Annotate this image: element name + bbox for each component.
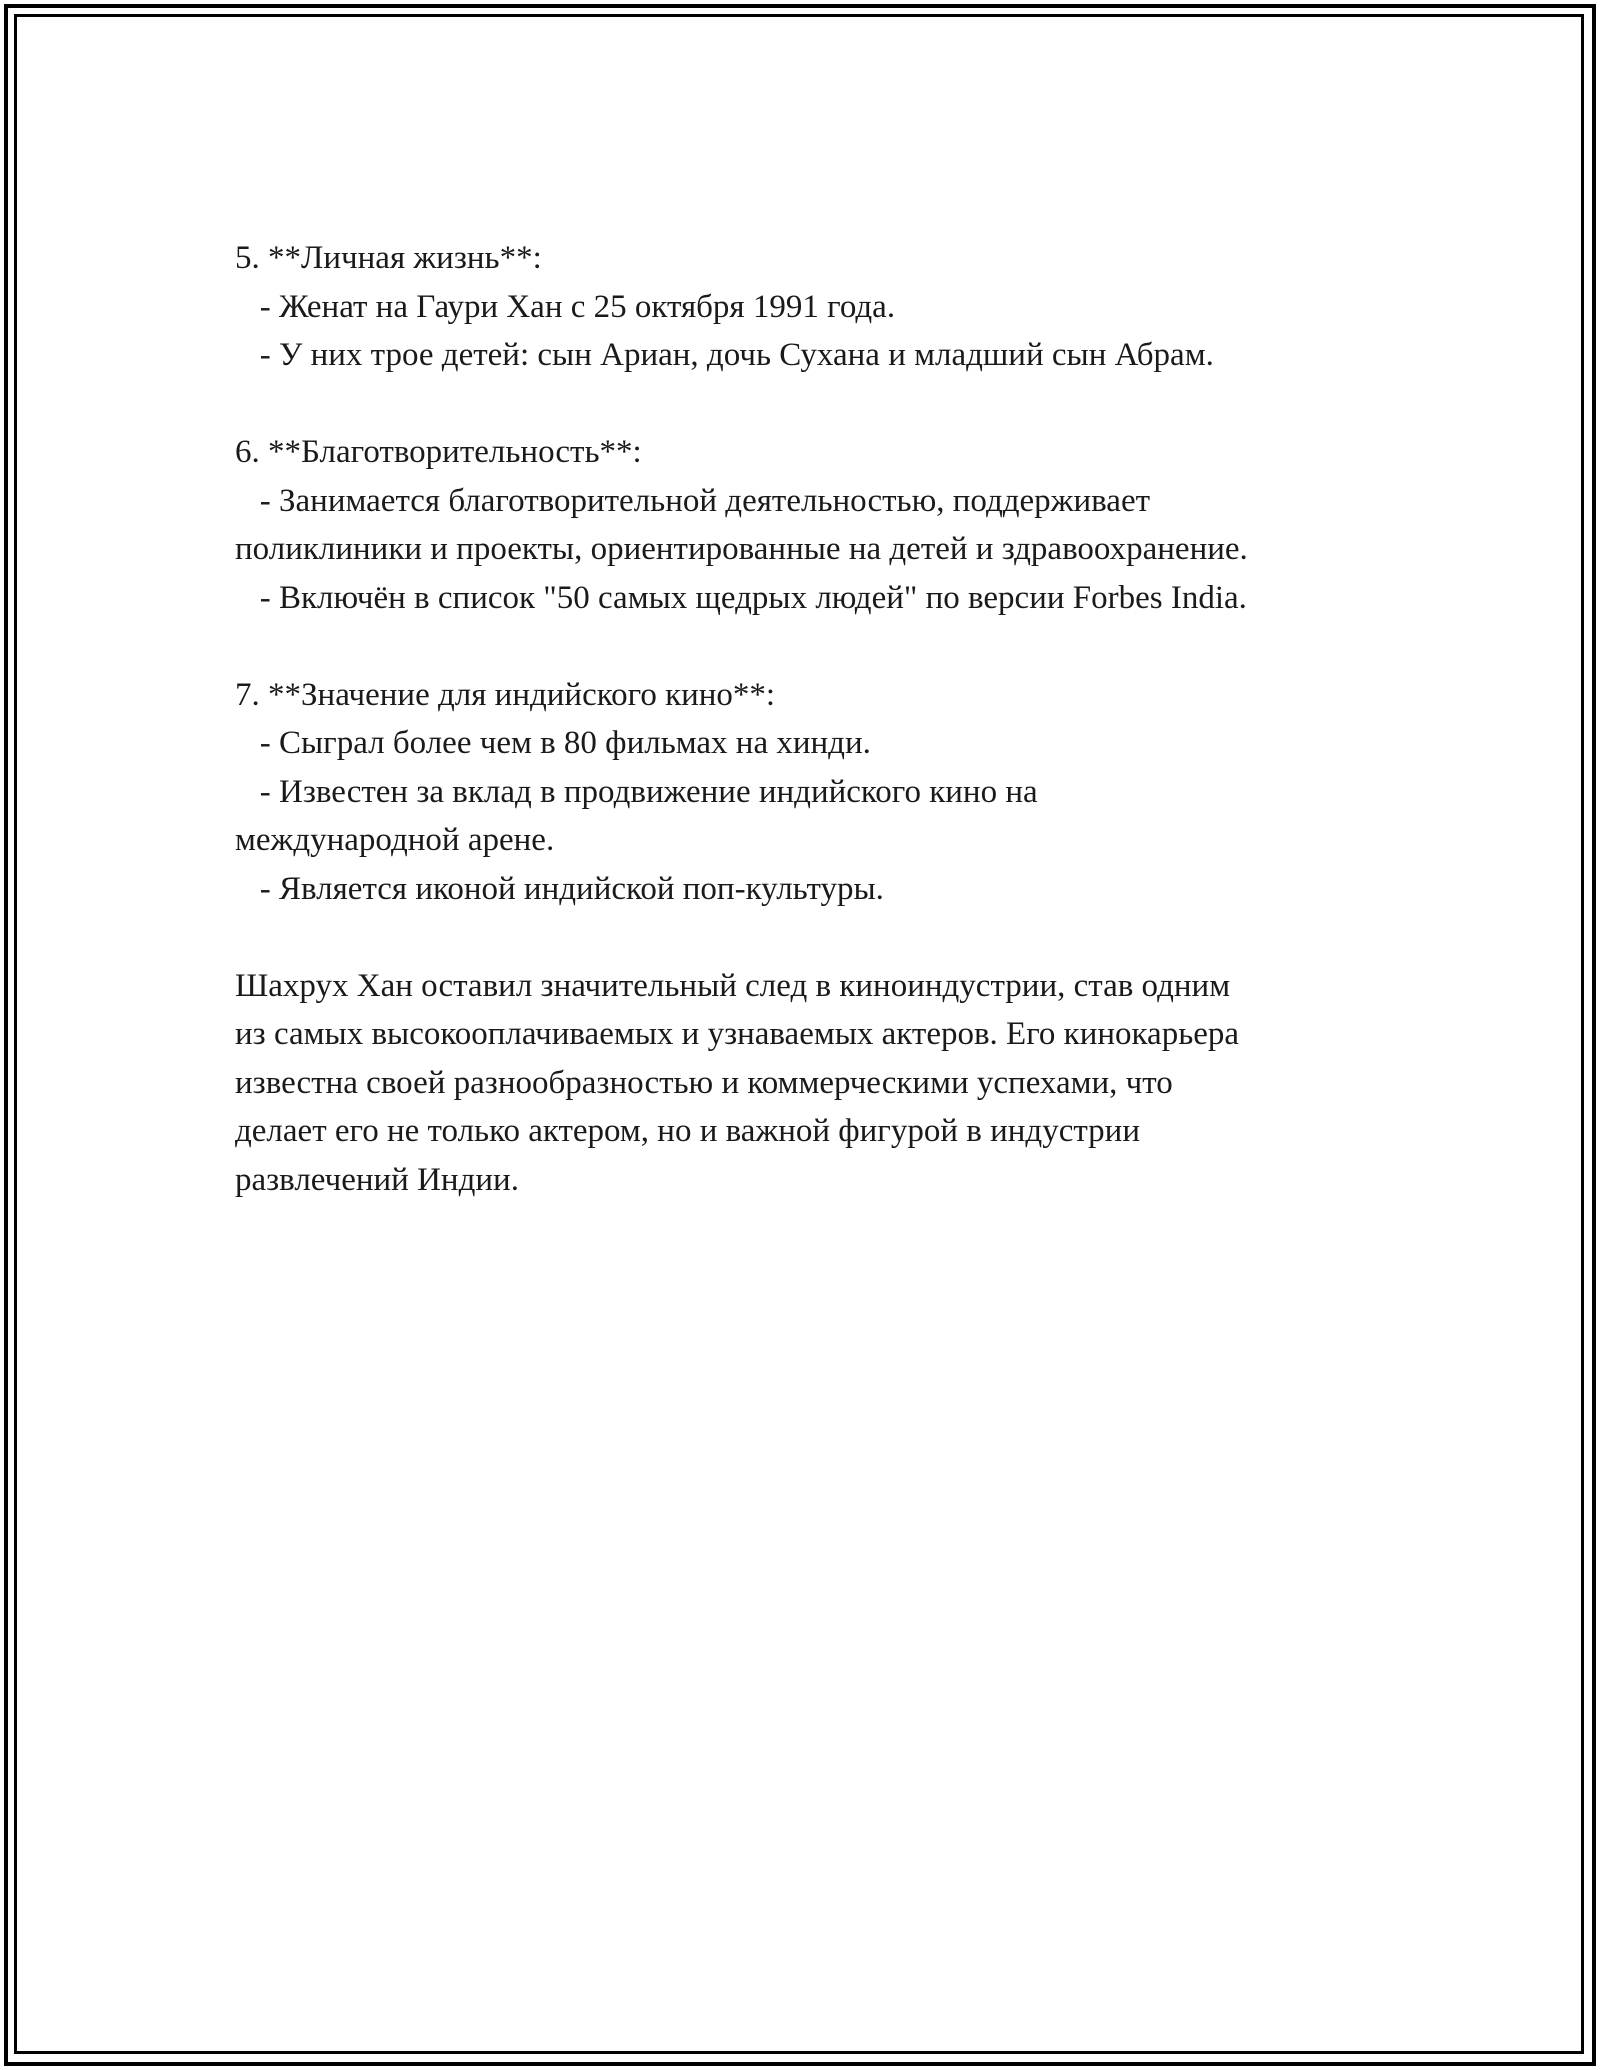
section-charity	[235, 428, 1415, 622]
conclusion-line: развлечений Индии.	[235, 1161, 519, 1198]
document-body	[235, 234, 1415, 1204]
conclusion-line: делает его не только актером, но и важной фигурой в индустрии	[235, 1113, 1140, 1149]
section-line: - Известен за вклад в продвижение индийского кино на	[235, 773, 1038, 810]
section-heading: 6. **Благотворительность**:	[235, 434, 642, 470]
section-line: - Женат на Гаури Хан с 25 октября 1991 года.	[235, 288, 896, 325]
section-heading: 5. **Личная жизнь**:	[235, 240, 542, 276]
conclusion-line: Шахрух Хан оставил значительный след в киноиндустрии, став одним	[235, 967, 1231, 1004]
section-indian-cinema	[235, 671, 1415, 914]
section-line: поликлиники и проекты, ориентированные на детей и здравоохранение.	[235, 531, 1248, 567]
paragraph-gap	[235, 913, 1415, 962]
section-line: - Является иконой индийской поп-культуры.	[235, 870, 884, 907]
section-personal-life	[235, 234, 1415, 380]
paragraph-gap	[235, 622, 1415, 671]
section-line: - Занимается благотворительной деятельностью, поддерживает	[235, 482, 1151, 519]
section-heading: 7. **Значение для индийского кино**:	[235, 676, 776, 713]
conclusion-line: из самых высокооплачиваемых и узнаваемых актеров. Его кинокарьера	[235, 1016, 1240, 1052]
paragraph-gap	[235, 380, 1415, 429]
section-line: - Сыграл более чем в 80 фильмах на хинди.	[235, 725, 871, 761]
conclusion-paragraph	[235, 962, 1415, 1205]
section-line: международной арене.	[235, 822, 555, 858]
section-line: - У них трое детей: сын Ариан, дочь Сухана и младший сын Абрам.	[235, 337, 1214, 373]
conclusion-line: известна своей разнообразностью и коммерческими успехами, что	[235, 1064, 1173, 1101]
section-line: - Включён в список "50 самых щедрых людей" по версии Forbes India.	[235, 579, 1247, 616]
